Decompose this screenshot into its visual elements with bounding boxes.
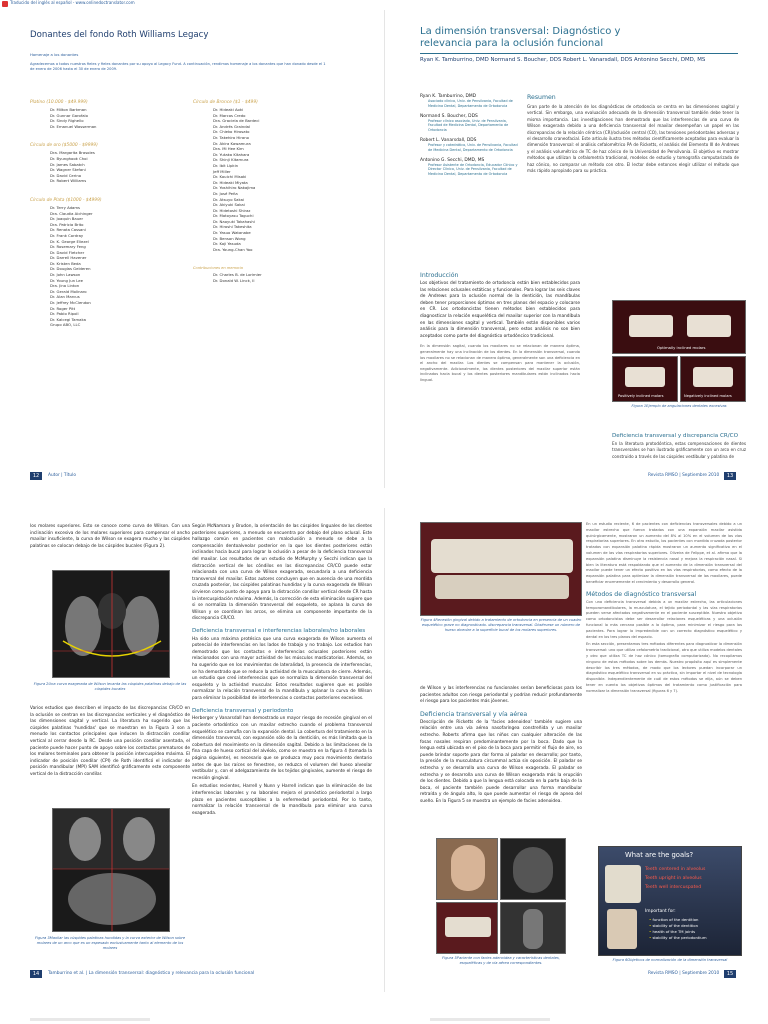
- affil-desc: Profesor Asistente de Ortodoncia, Educador Clínico y Director Clínico, Univ. de Pensilvania, Facultad de Medicina Dental, Departamento de Ortodoncia: [428, 162, 518, 177]
- airway-shape: [523, 909, 543, 949]
- figure-4-caption: Figura 4Recesión gingival debido a tratamiento de ortodoncia en presencia de un cuadro esquelético grave no diagnosticado. discrepancia transversal. Obsérvese un número de hueso alveolar a la superficie bucal de los molares superiores.: [420, 618, 582, 632]
- footer-text: Autor | Título: [48, 473, 76, 478]
- list-item: Dra. Patricia Brito: [50, 221, 84, 227]
- list-item: Dr. Yasuo Watanabe: [213, 230, 251, 236]
- list-item: Dr. Wagner Stefani: [50, 167, 86, 173]
- translation-link[interactable]: Traducido del inglés al español - www.onlinedoctranslator.com: [10, 0, 135, 5]
- page-14-footer: [30, 970, 370, 978]
- figure-2-image: [52, 570, 170, 678]
- list-item: Dra. Graciela de Bardeci: [213, 118, 260, 124]
- list-item: Dr. Sindy Righello: [50, 118, 84, 124]
- list-item: Dra. Jina Linton: [50, 283, 80, 289]
- affil-item: [420, 158, 518, 177]
- article-title: La dimensión transversal: Diagnóstico y relevancia para la oclusión funcional: [420, 26, 621, 49]
- affil-item: [420, 138, 518, 153]
- page-13-footer: [420, 472, 740, 480]
- important-item: • stability of the periodontium: [649, 935, 707, 940]
- list-item: Dr. Charles B. de Lorimier: [213, 272, 262, 278]
- important-item: • stability of the dentition: [649, 923, 699, 928]
- list-item: Dr. David Cerino: [50, 172, 82, 178]
- list-item: Dr. Douglas Gelderen: [50, 266, 91, 272]
- body-text: En esta sección, presentamos tres métodos diferentes para diagnosticar la dimensión transversal: uno que utiliza cefalometría tradicional, otro que utiliza modelos dentales y otro que utiliza TC de haz cónico (tomografía computarizada). No recopilamos ninguno de estos métodos sobre los demás. Nuestro propósito aquí es simplemente describir los tres métodos, de modo que los lectores puedan incorporar un diagnóstico esquelético transversal en su práctica, sin importar el nivel de tecnología disponible. Independientemente de cuál de estos métodos se elija, aún se deben tener en cuenta los objetivos óptimos del tratamiento como justificación para normalizar la dimensión transversal (figuras 6 y 7).: [586, 642, 742, 693]
- important-item: • health of the TM joints: [649, 929, 696, 934]
- page-divider: [384, 10, 385, 488]
- body-text: Descripción de Ricketts de la 'facies adenoidea' también sugiere una relación entre una vía aérea nasofaríngea constreñida y un maxilar estrecho. Roberts afirma que los niños con cualquier alteración de las fosas nasales respiran predominantemente por la boca. Dado que la lengua está ubicada en el piso de la boca para permitir el flujo de aire, no puede brindar soporte para dar forma al paladar en desarrollo; por tanto, la presión de la musculatura circummal actúa sin oposición. El paladar se estrecha y se desarrolla una curva de Wilson exagerada. El paladar se estrecha y se desarrolla una curva de Wilson exagerada más la erupción de los dientes. Debido a que la lengua está colocada en la parte baja de la boca, el paciente también puede desarrollar una forma mandibular retraída y de ángulo alto, lo que puede aumentar el riesgo de apnea del sueño. En la Figura 5 se muestra un ejemplo de facies adenoidea.: [420, 719, 582, 804]
- list-item: Dr. Pablo Ripoll: [50, 311, 79, 317]
- page-subtitle: Homenaje a los donantes: [30, 52, 79, 57]
- figure-1-image-top: [612, 300, 746, 354]
- page-title: Donantes del fondo Roth Williams Legacy: [30, 30, 209, 40]
- donor-column-left: [30, 100, 180, 328]
- page-15-col1: [420, 686, 582, 806]
- list-item: Dr. Naoyuki Takahashi: [213, 218, 255, 224]
- page-13-header: [420, 26, 740, 64]
- list-item: Dr. Milton Barkman: [50, 107, 87, 112]
- affil-item: [420, 94, 518, 109]
- list-item: Dra. Claudia Aichinger: [50, 210, 93, 216]
- list-item: Dr. Ibit Lipkin: [213, 162, 239, 168]
- translation-bar: [0, 0, 768, 8]
- intro-text: Los objetivos del tratamiento de ortodoncia están bien establecidos para las relaciones oclusales estáticas y funcionales. Para lograr las seis claves de Andrews para la oclusión normal de la dentición, las mandíbulas deben tener proporciones óptimas en tres planos del espacio y colocarse en CR. Los ortodoncistas tienen métodos bien establecidos para diagnosticar la relación esquelética del maxilar superior con la mandíbula en las dimensiones sagital y vertical. También están disponibles varios análisis para la dimensión transversal, pero estos análisis no son bien aceptados como parte del diagnóstico ortodóncico tradicional.: [420, 281, 580, 339]
- list-item: Dra. Young-Chan Yoo: [213, 246, 253, 252]
- list-item: Dr. José Peña: [213, 190, 238, 196]
- page-number: 15: [724, 970, 736, 978]
- list-item: Dr. Atsuyo Sakai: [213, 196, 244, 202]
- page-number: 14: [30, 970, 42, 978]
- figure-label: Optimally inclined molars: [657, 345, 706, 350]
- body-text: En estudios recientes, Harrell y Nunn y Harrell indican que la eliminación de las interferencias laborales y no laborales mejora el pronóstico periodontal a largo plazo en pacientes susceptibles a la enfermedad periodontal. Por lo tanto, normalizar la relación transversal de la mandíbula para eliminar una curva exagerada.: [192, 784, 372, 816]
- spread-pages-12-13: [0, 10, 768, 488]
- slide-title: What are the goals?: [625, 851, 694, 859]
- donor-column-right: [193, 100, 343, 284]
- list-item: Dra. Margarita Brasoles: [50, 150, 95, 156]
- tooth-photo: [607, 909, 637, 949]
- list-item: Dr. Koji Yasuda: [213, 241, 241, 247]
- tooth-shape: [687, 315, 731, 337]
- affil-desc: Asociado clínico, Univ. de Pensilvania, Facultad de Medicina Dental, Departamento de Ortodoncia: [428, 99, 513, 108]
- intro-text-2: En la dimensión sagital, cuando los maxilares no se relacionan de manera óptima, generalmente hay una inclinación de los dientes. En la dimensión transversal, cuando los maxilares no se relacionan de manera óptima, generalmente son una deficiencia en el ancho del maxilar. Los dientes se compensan para mantener la oclusión, negativamente. Adicionalmente, los dientes posteriores del maxilar superior están inclinados hacia bucal y los dientes posteriores mandibulares están inclinados hacia lingual.: [420, 344, 580, 382]
- body-text: En un estudio reciente, 6 de pacientes con deficiencias transversales debido a un maxilar estrecho que fueron tratados con una expansión maxilar asistida quirúrgicamente, mostraron un aumento del 8% al 10% en el volumen de las vías respiratorias superiores. En otro estudio, los pacientes con mordida cruzada posterior tratados con expansión palatina rápida mostraron un aumento significativo en el volumen de las vías respiratorias superiores. Oliveira de Felippe, et al. afirma que la expansión palatina disminuye la resistencia nasal y mejora la respiración nasal. Si bien la literatura está respaldando que el aumento de la dimensión transversal del maxilar puede tener un efecto positivo en las vías respiratorias, como efecto de la expansión palatina para optimizar la dimensión transversal de los maxilares, puede beneficiar enormemente el crecimiento y desarrollo general.: [586, 522, 742, 584]
- footer-text: Revista RMSO | Septiembre 2010: [648, 971, 720, 976]
- page-14-col1: [30, 524, 190, 550]
- page-number: 12: [30, 472, 42, 480]
- section-heading: Deficiencia transversal y periodonto: [192, 707, 294, 714]
- affil-desc: Profesor clínico asociado, Univ. de Pensilvania, Facultad de Medicina Dental, Departamento de Ortodoncia: [428, 118, 509, 133]
- list-item: Dr. Yutaka Kitahara: [213, 151, 250, 157]
- page-14-col1b: [30, 706, 190, 779]
- list-item: Dr. Takehiro Hirano: [213, 134, 249, 140]
- list-item: Dr. Chieko Hirosato: [213, 129, 250, 135]
- figure-5: [436, 838, 566, 970]
- list-item: Dr. Joaquín Bauer: [50, 216, 84, 222]
- figure-5-face-front: [436, 838, 498, 900]
- bronce-heading: Círculo de Bronce ($1 - $499): [193, 100, 258, 105]
- body-text: los molares superiores. Esto se conoce como curva de Wilson. Con una inclinación excesiva de los molares superiores para compensar el ancho maxilar insuficiente, la curva de Wilson se exagera mucho y las cúspides palatinas se colocan debajo de las cúspides bucales (Figura 2).: [30, 524, 190, 549]
- list-item: Dr. Donald W. Linck, II: [213, 278, 255, 284]
- list-item: Dr. Jeffrey McClendon: [50, 300, 91, 306]
- intro-heading: Introducción: [420, 272, 459, 279]
- goal-item: Teeth upright in alveolus: [645, 876, 702, 881]
- ct-scan-graphic: [53, 809, 170, 932]
- goal-item: Teeth centered in alveolus: [645, 867, 706, 872]
- list-item: Dr. Gerald Molinaro: [50, 288, 87, 294]
- affil-item: [420, 114, 518, 133]
- list-item: Dr. James Sabatch: [50, 161, 85, 167]
- list-item: Dr. Byunghook Choi: [50, 155, 88, 161]
- figure-6: [598, 846, 742, 966]
- figure-5-ceph: [500, 838, 566, 900]
- memorial-list: [213, 272, 343, 283]
- face-shape: [451, 845, 485, 891]
- figure-5-airway: [500, 902, 566, 954]
- figure-1-image-left: [612, 356, 678, 402]
- body-text: de Wilson y las interferencias no funcionales serían beneficiosas para los pacientes adultos con riesgo periodontal y podrían reducir profundamente el riesgo para los pacientes más jóvenes.: [420, 686, 582, 705]
- plata-heading: Círculo de Plata ($1000 - $4999): [30, 197, 102, 203]
- oro-heading: Círculo de oro ($5000 - $9999): [30, 143, 98, 149]
- list-item: Dr. Rosemary Feng: [50, 244, 86, 250]
- list-item: Dr. Benson Wong: [213, 235, 246, 241]
- teeth-shape: [435, 575, 569, 599]
- important-item-label: stability of the dentition: [652, 923, 699, 928]
- list-item: Dr. Terry Adams: [50, 204, 81, 210]
- plata-list: [50, 205, 180, 328]
- figure-1-image-right: [680, 356, 746, 402]
- page-15-col2: [586, 522, 742, 695]
- teeth-shape: [431, 539, 573, 573]
- figure-6-caption: Figura 6Objetivos de normalización de la dimensión transversal: [612, 958, 728, 962]
- goal-item: Teeth well intercuspated: [645, 885, 702, 890]
- figure-1-caption: Figura 1Ejemplo de angulaciones dentales excesivas: [631, 404, 727, 408]
- platino-list: [50, 107, 180, 129]
- list-item: Dr. Akira Kawamura: [213, 140, 251, 146]
- affil-name: Robert L. Vanarsdall, DDS: [420, 137, 477, 143]
- list-item: Dr. Frank Cordray: [50, 232, 84, 238]
- body-text: Ha sido una máxima protésica que una curva exagerada de Wilson aumenta el potencial de interferencias en los lados de trabajo y no trabajo. Los estudios han demostrado que los contactos e interferencias oclusales posteriores están relacionados con una mayor actividad de los músculos masticatorios. Además, se ha sugerido que en los movimientos de lateralidad, la presencia de interferencias, se ha demostrado que se reduce la actividad de la musculatura de cierre. Además, un estudio que creó interferencias que se normaliza la dimensión transversal del esqueleto y la actividad muscular. Estos resultados sugieren que es posible normalizar la relación transversal de la mandíbula y aplanar la curva de Wilson para eliminar la posibilidad de interferencias o contactos posteriores excesivos.: [192, 636, 372, 702]
- footer-text: Tamburrino et al. | La dimensión transversal: diagnóstico y relevancia para la oclusión funcional: [48, 971, 255, 976]
- resumen-text: Gran parte de la atención de los diagnósticos de ortodoncia se centra en las dimensiones sagital y vertical. Sin embargo, una evaluación adecuada de la dimensión transversal también debe tener la misma importancia. Las investigaciones han demostrado que las interferencias de una curva de Wilson exagerada debido a una deficiencia transversal del maxilar desempeñan un papel en las discrepancias de la relación céntrica (CR)/oclusión central (CO), las tensiones periodontales adversas y el desarrollo craneofacial. Este artículo ilustra tres métodos científicamente aceptados para evaluar la dimensión transversal: el análisis cefalométrico PA de Ricketts, el análisis del Elemento III de Andrews y el análisis volumétrico de TC de haz cónico de la Universidad de Pensilvania. El objetivo es mostrar métodos que utilizan la cefalometría tradicional, modelos de estudio y tomografía computarizada de haz cónico, no comparar un método con otro. El lector debe entonces elegir utilizar el método que más rápido apropiado para su práctica.: [527, 104, 739, 174]
- figure-4-image: [420, 522, 582, 616]
- list-item: Dr. Gunnar Garofalo: [50, 112, 88, 118]
- goals-list: [645, 865, 729, 892]
- resumen-heading: Resumen: [527, 94, 556, 101]
- teeth-shape: [445, 917, 491, 937]
- platino-heading: Platino (10.000 - $49.999): [30, 100, 88, 105]
- hint-line: [30, 1018, 150, 1021]
- list-item: Dr. Darrell Havener: [50, 255, 87, 261]
- list-item: Jeff Miller: [213, 168, 231, 174]
- list-item: Grupo ABO, LLC: [50, 322, 81, 328]
- section-heading: Métodos de diagnóstico transversal: [586, 590, 697, 598]
- list-item: Dr. Hideaki Aoki: [213, 107, 244, 112]
- list-item: Dr. Akiyuki Sakai: [213, 202, 245, 208]
- list-item: Dr. Robert Williams: [50, 178, 87, 184]
- list-item: Dr. Young Jun Lee: [50, 277, 83, 283]
- list-item: Dr. Kalcegi Tamaka: [50, 316, 86, 322]
- section-heading: Deficiencia transversal y vía aérea: [420, 710, 528, 718]
- page-12-footer: [30, 472, 370, 480]
- list-item: Dr. Andrés Graindal: [213, 123, 251, 129]
- ct-scan-graphic: [53, 571, 170, 678]
- figure-2: [30, 570, 190, 700]
- list-item: Dra. Mi Hee Kim: [213, 146, 244, 152]
- list-item: Dr. Alan Marcus: [50, 294, 80, 300]
- intro-text: Agradecemos a todos nuestros fieles y fieles donantes por su apoyo al Legacy Fund. A continuación, rendimos homenaje a los donantes que han donado desde el 1 de enero de 2006 hasta el 30 de enero de 2009.: [30, 62, 326, 72]
- figure-4: [420, 522, 582, 652]
- article-authors: Ryan K. Tamburrino, DMD Normand S. Boucher, DDS Robert L. Vanarsdall, DDS Antonino Secchi, DMD, MS: [420, 57, 706, 63]
- page-14-col2: [192, 524, 372, 817]
- list-item: Dr. Yoshihiro Nakajima: [213, 185, 256, 191]
- tooth-shape: [625, 367, 665, 387]
- page-divider: [384, 508, 385, 992]
- next-spread-hint: [30, 1018, 730, 1024]
- figure-6-slide: [598, 846, 742, 956]
- important-label: Important for:: [645, 909, 676, 914]
- list-item: Dr. Kristen Beda: [50, 260, 81, 266]
- important-item-label: stability of the periodontium: [652, 935, 707, 940]
- figure-5-teeth: [436, 902, 498, 954]
- list-item: Dr. Hiroshi Takeshita: [213, 224, 252, 230]
- body-text: Con una deficiencia transversal debida a un maxilar estrecho, las articulaciones temporomandibulares, la musculatura, el tejido periodontal y las vías respiratorias pueden verse afectados negativamente en el paciente susceptible. Nuestro objetivo como ortodoncistas debe ser desarrollar relaciones esqueléticas y una oclusión funcional lo más cercana posible a la óptima, para minimizar el riesgo para los pacientes. Para lograr lo impredecible con un correcto diagnóstico esquelético y dental en los tres planos del espacio.: [586, 599, 742, 639]
- body-text: Varios estudios que describen el impacto de las discrepancias CR/CO en la oclusión se centran en las discrepancias verticales y el diagnóstico de las dimensiones sagital y vertical. La literatura ha sugerido que las cúspides palatinas 'hundidas' que se muestran en la Figura 3 son a menudo los contactos principales que inducen la distracción condilar vertical al cerrar desde la RC. Desde una posición condilar asentada, el paciente puede hacer punto de apoyo sobre los contactos prematuros de los molares terminales para obtener la posición intercuspídea máxima. El indicador de posición condilar (CPI) de Roth identificó el indicador de posición mandibular (MPI) SAM identificó gráficamente este componente vertical de la distracción condilar.: [30, 706, 190, 777]
- figure-3: [30, 808, 190, 958]
- list-item: Dr. John Lawson: [50, 272, 81, 278]
- deficiency-column: [612, 433, 746, 460]
- figure-3-caption: Figura 3Maxilar las cúspides palatinas hundidas y la curva exterior de Wilson sobre molares de un arco que es un espesado exclusivamente tanto al elemento de los molares: [34, 936, 186, 950]
- tooth-shape: [693, 367, 733, 387]
- figure-1: [612, 300, 746, 412]
- affil-desc: Profesor y catedrático, Univ. de Pensilvania, Facultad de Medicina Dental, Departamento de Ortodoncia: [428, 142, 518, 152]
- important-item: • function of the dentition: [649, 917, 699, 922]
- def-heading: Deficiencia transversal y discrepancia CR/CO: [612, 433, 738, 439]
- important-list: [649, 917, 707, 941]
- list-item: Dr. Shinji Kitamura: [213, 157, 249, 163]
- list-item: Dr. Hidetoshi Shiraz: [213, 207, 251, 213]
- figure-label: Positively inclined molars: [618, 394, 664, 398]
- important-item-label: function of the dentition: [652, 917, 699, 922]
- spread-pages-14-15: [0, 508, 768, 992]
- bronce-list: [213, 107, 343, 252]
- list-item: Dr. Emanuel Wasserman: [50, 123, 97, 129]
- affiliations: [420, 94, 518, 177]
- affil-name: Normand S. Boucher, DDS: [420, 113, 478, 119]
- page-number: 13: [724, 472, 736, 480]
- figure-5-caption: Figura 5Paciente con facies adenoidea y características dentales, esqueléticas y de vía aérea correspondientes.: [442, 956, 560, 965]
- skull-shape: [513, 847, 553, 893]
- list-item: Dr. K. George Eliezel: [50, 238, 89, 244]
- body-text: Según McNamara y Brudon, la orientación de las cúspides linguales de los dientes posteriores superiores, a menudo se encuentra por debajo del plano oclusal. Este hallazgo común en pacientes con maloclusión a menudo se debe a la compensación dentoalveolar posterior en la que los dientes posteriores están inclinados hacia bucal para lograr la oclusión a pesar de la deficiencia transversal del maxilar. Los resultados de un estudio de McMurphy y Secchi indican que la distracción vertical de los cóndilos en las discrepancias CR/CO puede estar relacionada con una curva de Wilson exagerada, secundaria a una deficiencia transversal del maxilar. Estos autores concluyen que en ausencia de una mordida cruzada posterior, las cúspides palatinas hundidas y la curva exagerada de Wilson sirvieron como punto de apoyo para la distracción condilar vertical desde CR hasta la intercuspidación máxima. Además, la corrección de esta eliminación sugiere que si se normaliza la dimensión transversal del esqueleto, se aplana la curva de Wilson y se coordinan los arcos, se elimina un componente importante de la discrepancia CR/CO.: [192, 524, 372, 622]
- tooth-shape: [629, 315, 673, 337]
- tooth-diagram: [605, 865, 641, 903]
- def-text: En la literatura protodóntica, estas compensaciones de dientes transversales se han ilustrado gráficamente con un arco en cruz construido a través de las cúspides vestibular y palatina de: [612, 441, 746, 459]
- section-heading: Deficiencia transversal e interferencias laborales/no laborales: [192, 627, 366, 634]
- figure-label: Negatively inclined molars: [684, 394, 732, 398]
- translate-icon: [2, 1, 8, 7]
- memorial-heading: Contribuciones en memoria: [193, 266, 243, 271]
- figure-3-image: [52, 808, 170, 932]
- list-item: Dr. David Fletcher: [50, 249, 85, 255]
- list-item: Dr. Roger Pitt: [50, 305, 76, 311]
- oro-list: [50, 150, 180, 184]
- affil-name: Ryan K. Tamburrino, DMD: [420, 94, 477, 99]
- abstract: [527, 94, 739, 174]
- figure-2-caption: Figura 2Una curva exagerada de Wilson levanta las cúspides palatinas debajo de las cúspides bucales: [33, 682, 187, 691]
- list-item: Dr. Renata Cassani: [50, 227, 86, 233]
- hint-line: [430, 1018, 550, 1021]
- important-item-label: health of the TM joints: [652, 929, 696, 934]
- list-item: Dr. Marcos Credo: [213, 112, 246, 118]
- title-rule: [420, 53, 738, 54]
- page-12: [30, 30, 370, 72]
- list-item: Dr. Motoyasu Taguchi: [213, 213, 254, 219]
- page-15-footer: [420, 970, 740, 978]
- body-text: Herberger y Vanarsdall han demostrado un mayor riesgo de recesión gingival en el paciente ortodóntico con un maxilar estrecho cuando el problema transversal esquelético se camufla con la expansión dental. La cobertura del tratamiento en la dimensión transversal, con expansión sólo de la dentición, es más limitada que la cobertura del movimiento en la dimensión sagital. Debido a las limitaciones de la fina capa de hueso cortical del alvéolo, como se muestra en la figura 4 (tomada la página siguiente), es necesario que se produzca muy poco movimiento dentario antes de que las raíces se fenestren, se reduzca el volumen del hueso alveolar vestibular y, con el adelgazamiento de los tejidos gingivales, aumente el riesgo de recesión gingival.: [192, 716, 372, 781]
- intro-column: [420, 272, 580, 384]
- list-item: Dr. Kouichi Misaki: [213, 174, 247, 180]
- list-item: Dr. Hideaki Miyata: [213, 179, 248, 185]
- affil-name: Antonino G. Secchi, DMD, MS: [420, 157, 485, 163]
- footer-text: Revista RMSO | Septiembre 2010: [648, 473, 720, 478]
